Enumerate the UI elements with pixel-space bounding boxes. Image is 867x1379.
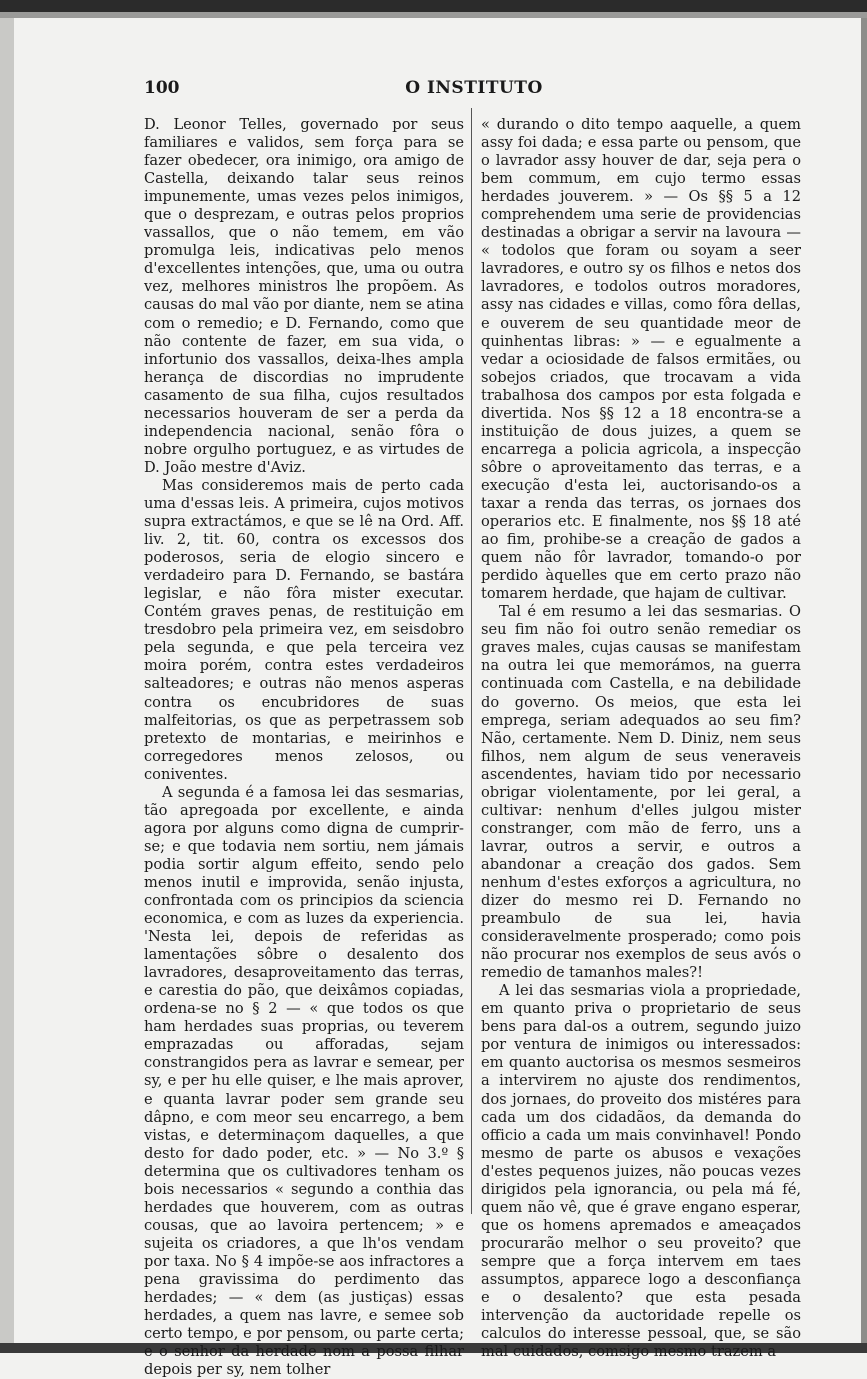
page-number: 100 bbox=[144, 78, 180, 98]
scan-left-edge bbox=[0, 18, 14, 1353]
scan-right-edge bbox=[861, 18, 867, 1343]
running-title: O INSTITUTO bbox=[405, 78, 543, 98]
paragraph: A segunda é a famosa lei das sesmarias, tão apregoada por excellente, e ainda agora por alguns como digna de cumprir-se; e que todavia nem sortiu, nem jámais podia sortir algum effeito, sendo pelo menos inutil e improvida, senão injusta, confrontada com os principios da sciencia economica, e com as luzes da experiencia. 'Nesta lei, depois de referidas as lamentações sôbre o desalento dos lavradores, desaproveitamento das terras, e carestia do pão, que deixâmos copiadas, ordena-se no § 2 — « que todos os que ham herdades suas proprias, ou teverem emprazadas ou afforadas, sejam constrangidos pera as lavrar e semear, per sy, e per hu elle quiser, e lhe mais aprover, e quanta lavrar poder sem grande seu dâpno, e com meor seu encarrego, a bem vistas, e determinaçom daquelles, a que desto for dado poder, etc. » — No 3.º § determina que os cultivadores tenham os bois necessarios « segundo a conthia das herdades que houverem, com as outras cousas, que ao lavoira pertencem; » e sujeita os criadores, a que lh'os vendam por taxa. No § 4 impõe-se aos infractores a pena gravissima do perdimento das herdades; — « dem (as justiças) essas herdades, a quem nas lavre, e semee sob certo tempo, e por pensom, ou parte certa; e o senhor da herdade nom a possa filhar depois per sy, nem tolher bbox=[144, 783, 464, 1379]
paragraph: Tal é em resumo a lei das sesmarias. O seu fim não foi outro senão remediar os graves males, cujas causas se manifestam na outra lei que memorámos, na guerra continuada com Castella, e na debilidade do governo. Os meios, que esta lei emprega, seriam adequados ao seu fim? Não, certamente. Nem D. Diniz, nem seus filhos, nem algum de seus veneraveis ascendentes, haviam tido por necessario obrigar violentamente, por lei geral, a cultivar: nenhum d'elles julgou mister constranger, com mão de ferro, uns a lavrar, outros a servir, e outros a abandonar a creação dos gados. Sem nenhum d'estes exforços a agricultura, no dizer do mesmo rei D. Fernando no preambulo de sua lei, havia consideravelmente prosperado; como pois não procurar nos exemplos de seus avós o remedio de tamanhos males?! bbox=[481, 603, 801, 982]
left-column bbox=[144, 116, 464, 1379]
paragraph: Mas consideremos mais de perto cada uma d'essas leis. A primeira, cujos motivos supra extractámos, e que se lê na Ord. Aff. liv. 2, tit. 60, contra os excessos dos poderosos, seria de elogio sincero e verdadeiro para D. Fernando, se bastára legislar, e não fôra mister executar. Contém graves penas, de restituição em tresdobro pela primeira vez, em seisdobro pela segunda, e que pela terceira vez moira porém, contra estes verdadeiros salteadores; e outras não menos asperas contra os encubridores de suas malfeitorias, os que as perpetrassem sob pretexto de montarias, e meirinhos e corregedores menos zelosos, ou coniventes. bbox=[144, 476, 464, 783]
scan-top-shadow bbox=[0, 12, 867, 18]
paragraph: « durando o dito tempo aaquelle, a quem assy foi dada; e essa parte ou pensom, que o lavrador assy houver de dar, seja pera o bem commum, em cujo termo essas herdades jouverem. » — Os §§ 5 a 12 comprehendem uma serie de providencias destinadas a obrigar a servir na lavoura — « todolos que foram ou soyam a seer lavradores, e outro sy os filhos e netos dos lavradores, e todolos outros moradores, assy nas cidades e villas, como fôra dellas, e ouverem de seu quantidade meor de quinhentas libras: » — e egualmente a vedar a ociosidade de falsos ermitães, ou sobejos criados, que trocavam a vida trabalhosa dos campos por esta folgada e divertida. Nos §§ 12 a 18 encontra-se a instituição de dous juizes, a quem se encarrega a policia agricola, a inspecção sôbre o aproveitamento das terras, e a execução d'esta lei, auctorisando-os a taxar a renda das terras, os jornaes dos operarios etc. E finalmente, nos §§ 18 até ao fim, prohibe-se a creação de gados a quem não fôr lavrador, tomando-o por perdido àquelles que em certo prazo não tomarem herdade, que hajam de cultivar. bbox=[481, 116, 801, 603]
scan-top-edge bbox=[0, 0, 867, 12]
column-divider bbox=[471, 108, 472, 1214]
paragraph: A lei das sesmarias viola a propriedade, em quanto priva o proprietario de seus bens para dal-os a outrem, segundo juizo por ventura de inimigos ou interessados: em quanto auctorisa os mesmos sesmeiros a intervirem no ajuste dos rendimentos, dos jornaes, do proveito dos mistéres para cada um dos cidadãos, da demanda do officio a cada um mais convinhavel! Pondo mesmo de parte os abusos e vexações d'estes pequenos juizes, não poucas vezes dirigidos pela ignorancia, ou pela má fé, quem não vê, que é grave engano esperar, que os homens apremados e ameaçados procurarão melhor o seu proveito? que sempre que a força intervem em taes assumptos, apparece logo a desconfiança e o desalento? que esta pesada intervenção da auctoridade repelle os calculos do interesse pessoal, que, se são mal cuidados, comsigo mesmo trazem a bbox=[481, 982, 801, 1361]
page-header bbox=[144, 78, 804, 102]
right-column bbox=[481, 116, 801, 1361]
paragraph: D. Leonor Telles, governado por seus familiares e validos, sem força para se fazer obedecer, ora inimigo, ora amigo de Castella, deixando talar seus reinos impunemente, umas vezes pelos inimigos, que o desprezam, e outras pelos proprios vassallos, que o não temem, em vão promulga leis, indicativas pelo menos d'excellentes intenções, que, uma ou outra vez, melhores ministros lhe propõem. As causas do mal vão por diante, nem se atina com o remedio; e D. Fernando, como que não contente de fazer, em sua vida, o infortunio dos vassallos, deixa-lhes ampla herança de discordias no imprudente casamento de sua filha, cujos resultados necessarios houveram de ser a perda da independencia nacional, senão fôra o nobre orgulho portuguez, e as virtudes de D. João mestre d'Aviz. bbox=[144, 116, 464, 476]
